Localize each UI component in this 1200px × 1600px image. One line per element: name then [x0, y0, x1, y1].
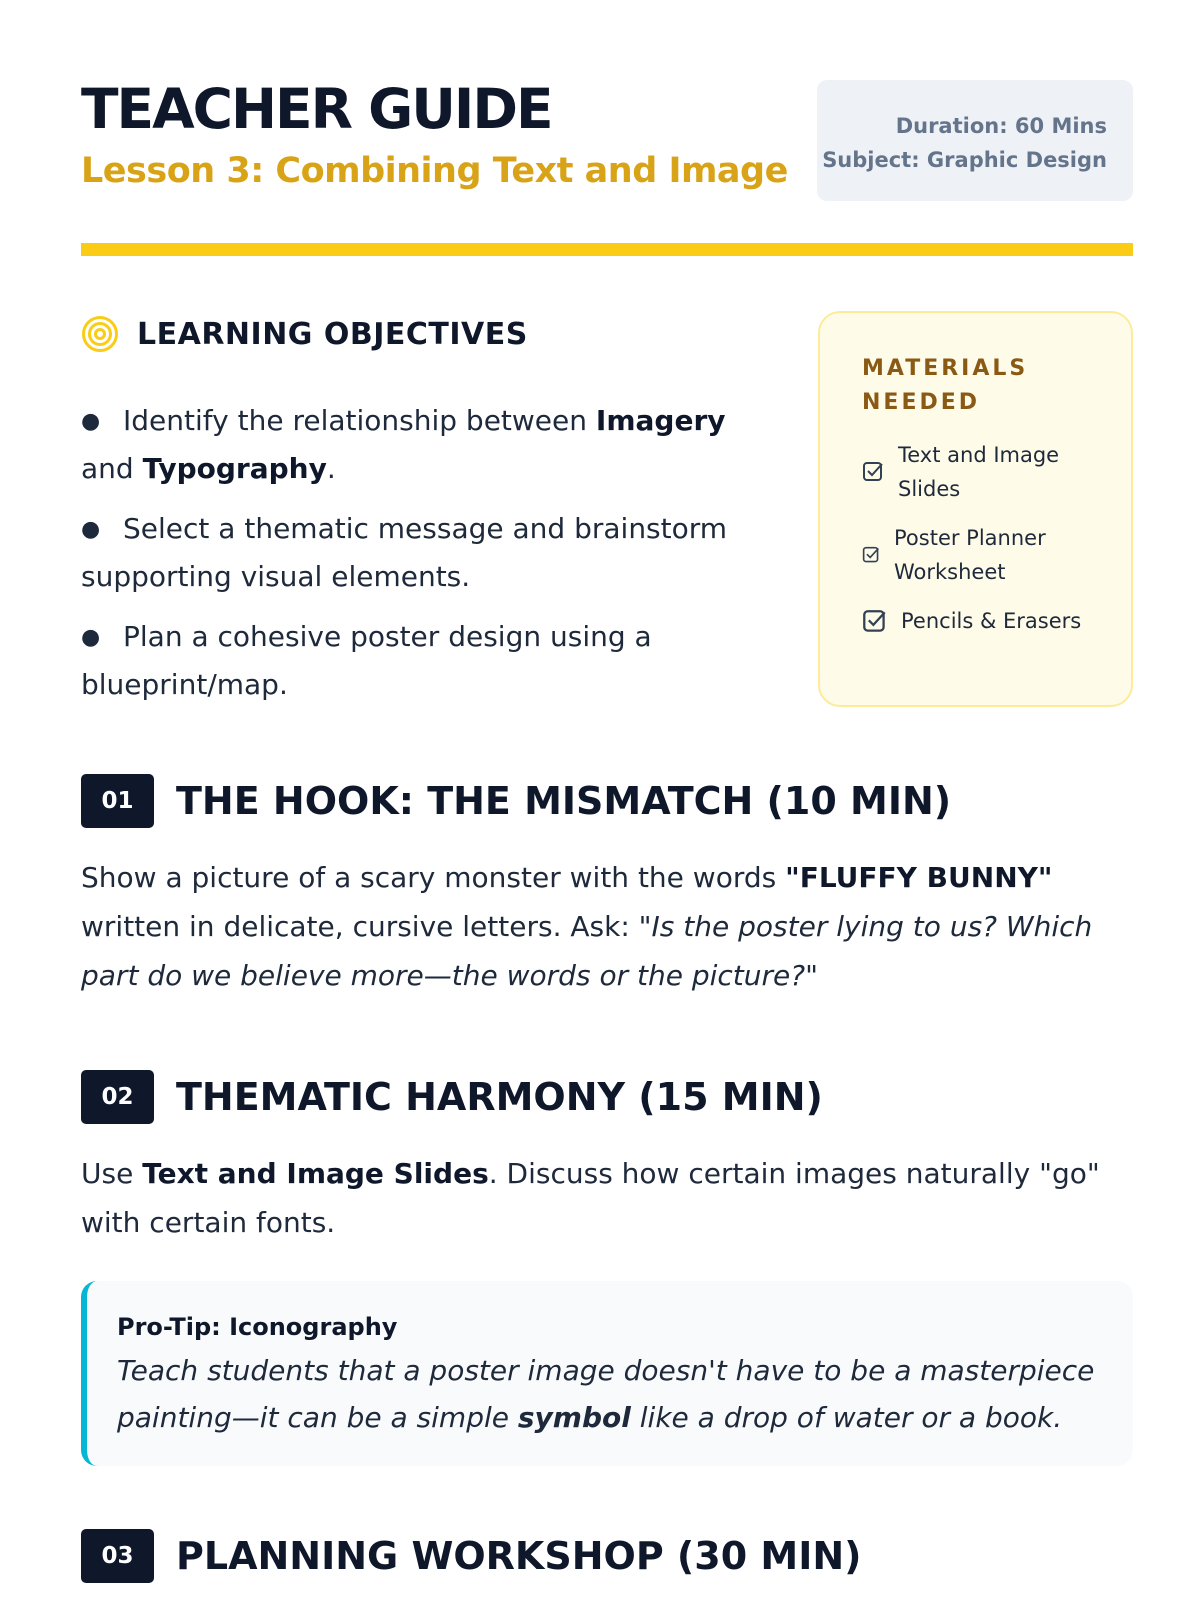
materials-item — [862, 438, 1095, 506]
pro-tip-label: Pro-Tip: Iconography — [117, 1313, 398, 1341]
objectives-list — [81, 397, 781, 721]
checkbox-icon — [862, 609, 887, 634]
section-title: THEMATIC HARMONY (15 MIN) — [176, 1075, 823, 1119]
checkbox-icon — [862, 461, 884, 483]
materials-title: MATERIALS NEEDED — [862, 356, 1029, 415]
objective-item: ● Plan a cohesive poster design using a blueprint/map. — [81, 613, 781, 708]
bullet-icon: ● — [81, 625, 101, 650]
section-02-heading — [81, 1070, 823, 1124]
section-02-body: Use Text and Image Slides. Discuss how certain images naturally "go" with certain fonts. — [81, 1157, 1100, 1239]
section-number-badge: 01 — [81, 774, 154, 828]
materials-item — [862, 604, 1095, 638]
lesson-meta-box — [817, 80, 1133, 201]
materials-item — [862, 521, 1095, 589]
materials-list — [862, 438, 1095, 638]
pro-tip-text: Teach students that a poster image doesn't have to be a masterpiece painting—it can be a simple symbol like a drop of water or a book. — [117, 1354, 1095, 1434]
materials-item-label: Poster Planner Worksheet — [894, 526, 1046, 584]
bullet-icon: ● — [81, 409, 101, 434]
materials-item-label: Pencils & Erasers — [901, 609, 1082, 633]
section-03-heading — [81, 1529, 862, 1583]
section-number-badge: 02 — [81, 1070, 154, 1124]
target-icon — [81, 315, 119, 353]
objective-item: ● Identify the relationship between Imagery and Typography. — [81, 397, 781, 492]
objectives-heading — [81, 312, 528, 356]
objective-item: ● Select a thematic message and brainstorm supporting visual elements. — [81, 505, 781, 600]
page-header — [81, 77, 1133, 200]
lesson-subtitle: Lesson 3: Combining Text and Image — [81, 151, 788, 191]
materials-item-label: Text and Image Slides — [898, 443, 1060, 501]
objectives-heading-text: LEARNING OBJECTIVES — [137, 316, 528, 352]
subject-label: Subject: Graphic Design — [822, 148, 1107, 172]
section-title: THE HOOK: THE MISMATCH (10 MIN) — [176, 779, 952, 823]
header-divider — [81, 243, 1133, 256]
materials-card — [818, 311, 1133, 707]
section-number-badge: 03 — [81, 1529, 154, 1583]
bullet-icon: ● — [81, 517, 101, 542]
duration-label: Duration: 60 Mins — [895, 114, 1107, 138]
checkbox-icon — [862, 546, 880, 564]
section-01-heading — [81, 774, 951, 828]
section-01-body: Show a picture of a scary monster with the words "FLUFFY BUNNY" written in delicate, cursive letters. Ask: "Is the poster lying to us? Which part do we believe more—the words or the picture?" — [81, 861, 1093, 992]
section-title: PLANNING WORKSHOP (30 MIN) — [176, 1534, 862, 1578]
page-title: TEACHER GUIDE — [81, 77, 552, 141]
pro-tip-callout — [81, 1281, 1133, 1466]
